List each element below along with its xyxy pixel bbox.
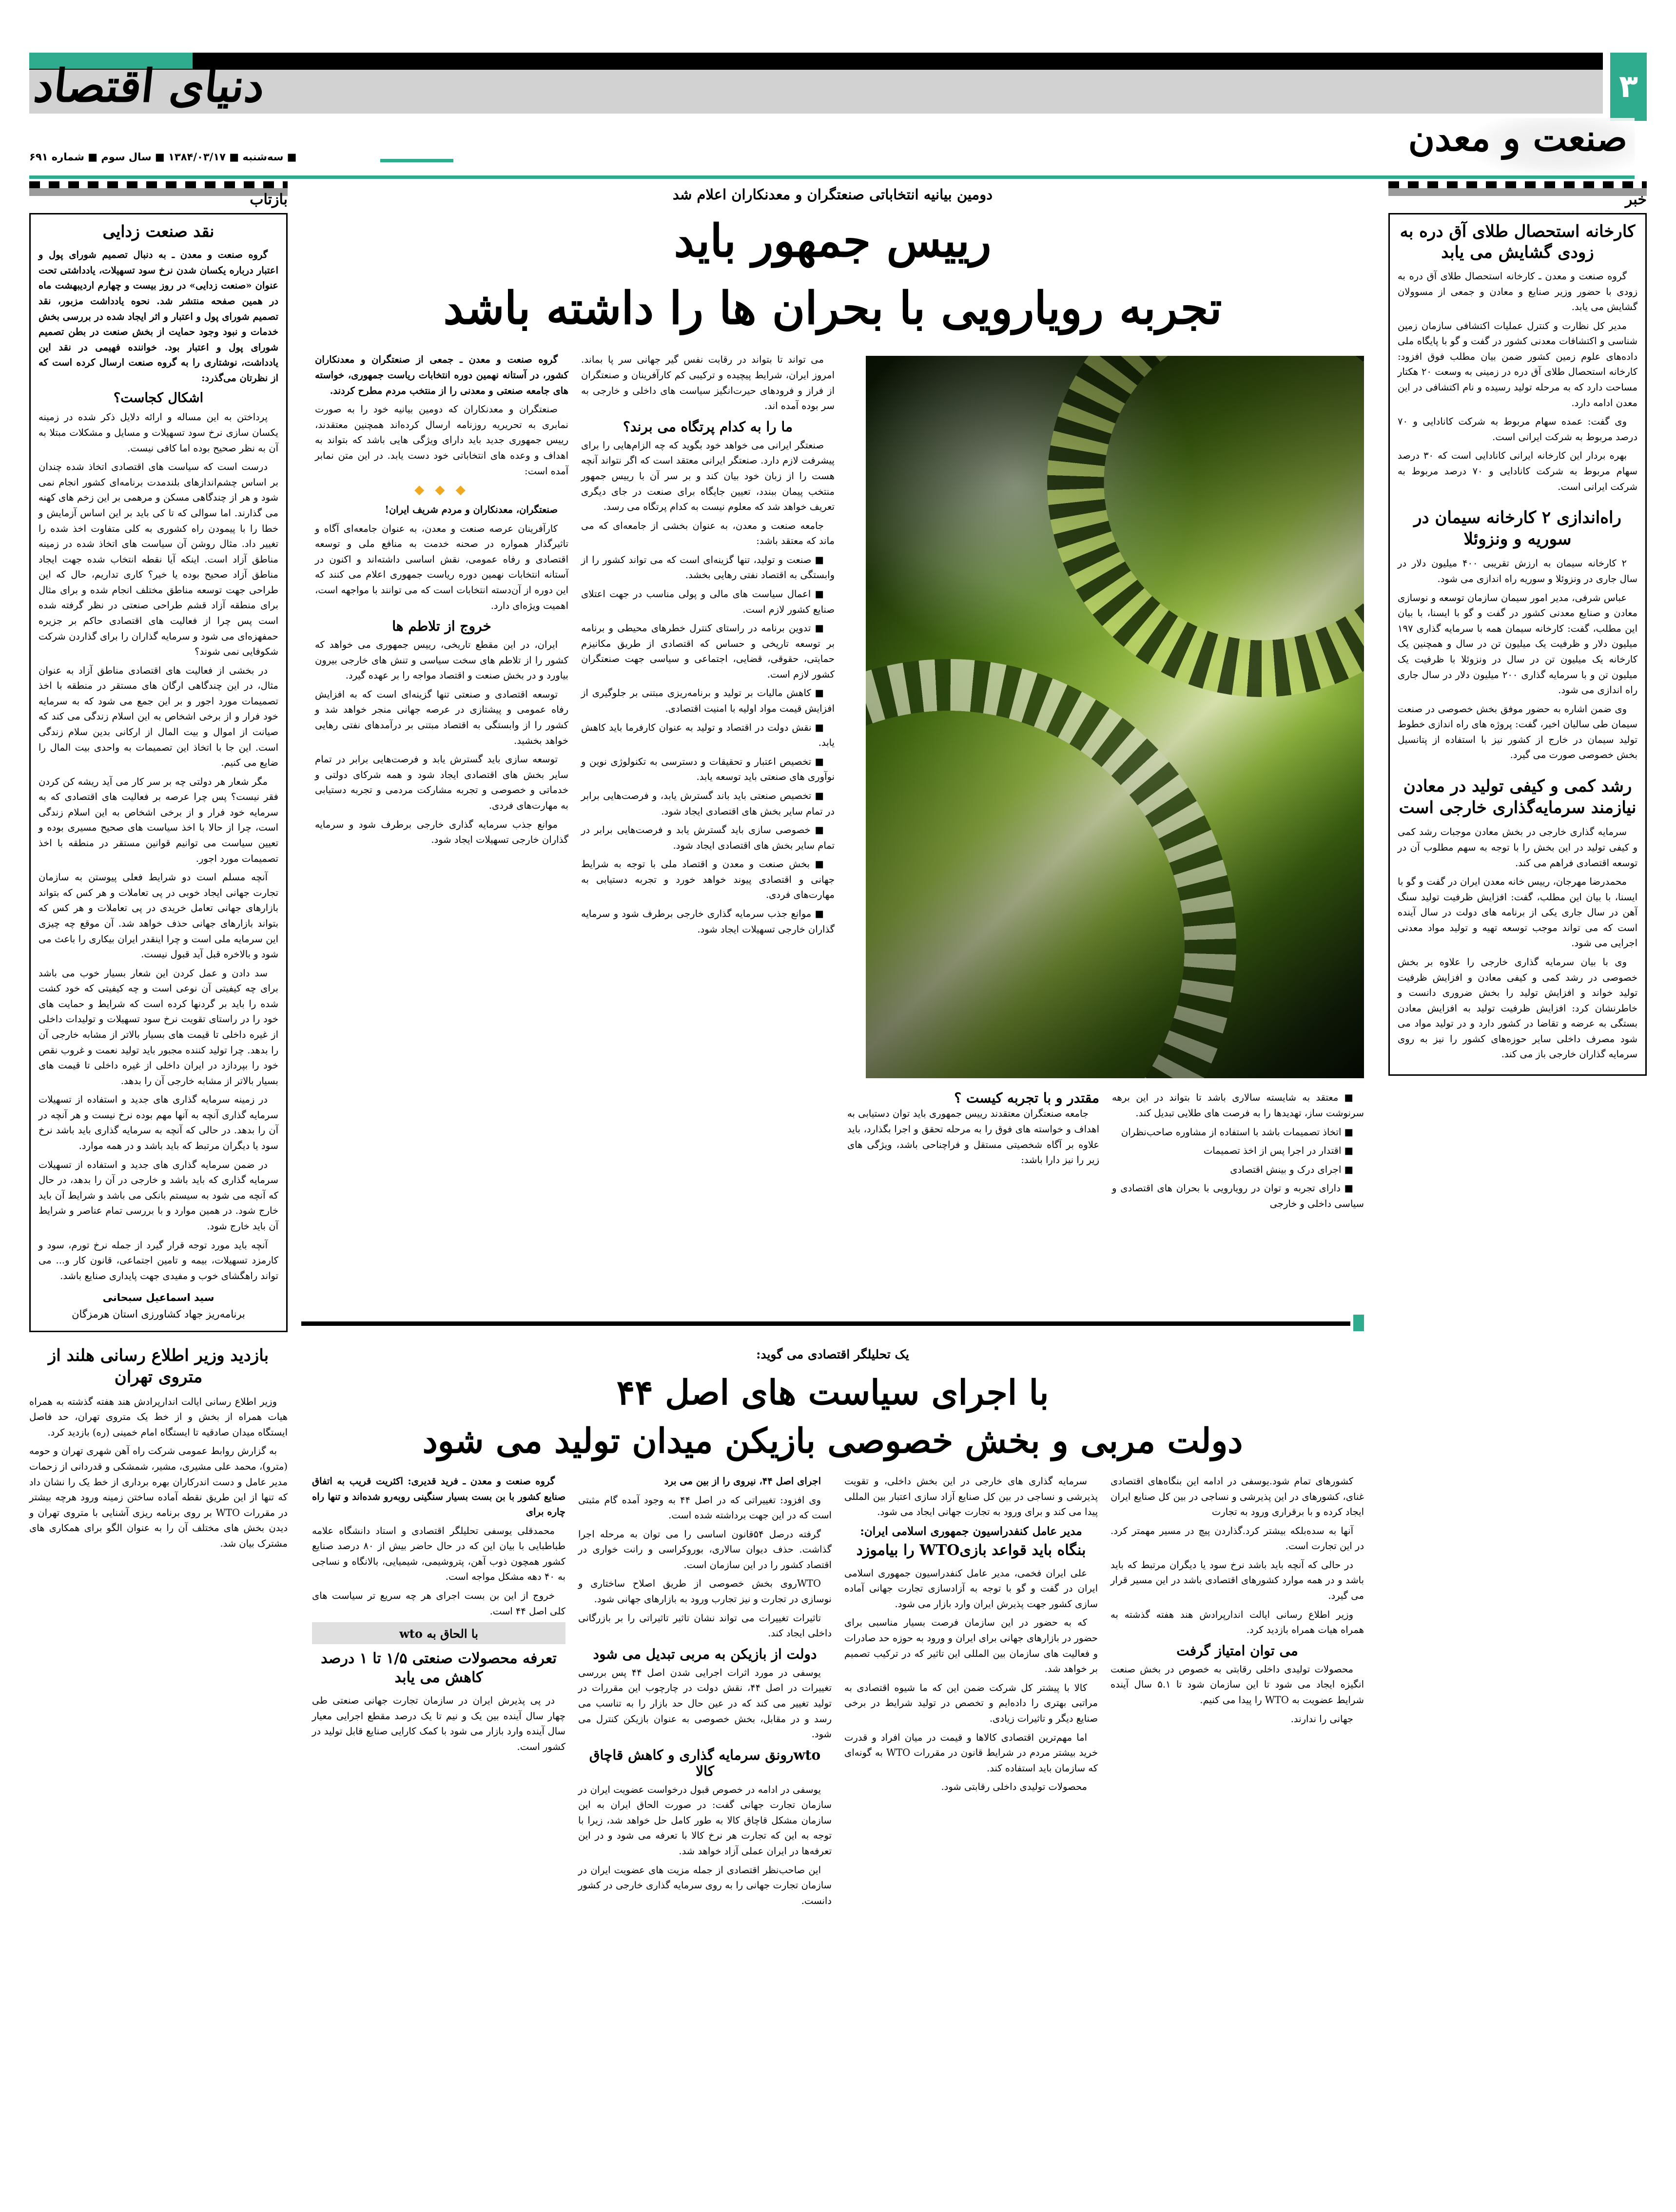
paragraph: اما مهم‌ترین اقتصادی کالاها و قیمت در میان افراد و قدرت خرید بیشتر مردم در شرایط قانون در مقررات WTO به گونه‌ای که سازمان باید استفاده کند. (844, 1731, 1098, 1774)
paragraph: وی با بیان سرمایه گذاری خارجی را علاوه بر بخش خصوصی در رشد کمی و کیفی معادن و افزایش ظرفیت تولید خواند و افزایش تولید را بخش ضروری دانست و خاطرنشان کرد: افزایش ظرفیت تولید به افزایش معادن بستگی به عرضه و تقاضا در کشور دارد و در تولید مواد می شود مصرف داخلی سایر حوزه‌های کشور را نیز به روی سرمایه گذاران خارجی باز می کند. (1398, 956, 1637, 1060)
paragraph: سد دادن و عمل کردن این شعار بسیار خوب می باشد برای چه کیفیتی آن نوعی است و چه کیفیتی که خود کشت شده را باید بر گردنها کرده است که شرایط و حمایت های خود را در راستای تقویت نرخ سود تسهیلات و تولیدات داخلی از غیره داخلی تا قیمت های بسیار بالاتر از مشابه خارجی آن را بدهد. چرا تولید کننده مجبور باید تولید نعمت و غروب نقص خود را بپردازد در ایران داخلی از غیره داخلی تا قیمت های بسیار بالاتر از مشابه خارجی آن را بدهد. (39, 967, 278, 1087)
paragraph: ایران، در این مقطع تاریخی، رییس جمهوری می خواهد که کشور را از تلاطم های سخت سیاسی و تنش های خارجی بیرون بیاورد و در بخش صنعت و اقتصاد مواجه را بر عهده گیرد. (315, 639, 568, 681)
paragraph: کالا با پیشتر کل شرکت ضمن این که ما شیوه اقتصادی به مراتبی بهتری را داده‌ایم و تخصص در تولید شرایط در برخی صنایع دیگر و تاثیرات زیادی. (844, 1682, 1098, 1724)
paragraph: سرمایه گذاری خارجی در بخش معادن موجبات رشد کمی و کیفی تولید در این بخش را با توجه به سهم مطلوب آن در توسعه اقتصادی فراهم می کند. (1398, 826, 1637, 869)
main-column-2 (581, 352, 835, 940)
main-article-headline-line1: رییس جمهور باید (674, 214, 992, 267)
caption-col-right (847, 1090, 1099, 1215)
paragraph: ■ صنعت و تولید، تنها گزینه‌ای است که می تواند کشور را از وابستگی به اقتصاد نفتی رهایی بخشد. (581, 554, 835, 581)
opinion-headline: نقد صنعت زدایی (102, 222, 214, 241)
caption-body-right (847, 1106, 1099, 1167)
secondary-column-1 (312, 1474, 565, 1758)
article-divider (301, 1316, 1364, 1333)
paragraph: در زمینه سرمایه گذاری های جدید و استفاده از تسهیلات سرمایه گذاری آنچه به آنها مهم بوده نرخ نیست و هر آنچه در آن را بدهد. در حالی که آنچه به سرمایه گذاری باید باشد نرخ سود یا دیگران مرتبط که باید باشد و در همه موارد. (39, 1094, 278, 1152)
paragraph: محصولات تولیدی داخلی رقابتی به خصوص در بخش صنعت انگیزه ایجاد می شود تا این سازمان شود تا ۵.۱ سال آینده شرایط عضویت به WTO را پیدا می کنیم. (1111, 1663, 1364, 1706)
paragraph: می تواند تا بتواند در رقابت نفس گیر جهانی سر پا بماند. امروز ایران، شرایط پیچیده و ترکیبی کم کارآفرینان و صنعتگران از فراز و فرودهای حیرت‌انگیز سیاست های داخلی و خارجی به سر بوده آمده اند. (581, 354, 835, 412)
paragraph: در بخشی از فعالیت های اقتصادی مناطق آزاد به عنوان مثال، در این چندگاهی ارگان های مستقر در منطقه با اخذ تصمیمات مورد اجور و بر این جمع می شود که به سرمایه خود فرار و از برخی اشخاص به این اسلام زندگی می کند که صیانت از اموال و بیت المال از ارکانی بدین سلام زندگی است. این جا با اتخاذ این تصمیمات به واحدی بیت المال را ضایع می کنیم. (39, 664, 278, 769)
masthead (29, 53, 1647, 121)
page-number-badge: ۳ (1610, 53, 1647, 121)
shade-headline: تعرفه محصولات صنعتی ۱/۵ تا ۱ درصد کاهش می یابد (321, 1650, 557, 1687)
paragraph: ۲ کارخانه سیمان به ارزش تقریبی ۴۰۰ میلیون دلار در سال جاری در ونزوئلا و سوریه راه اندازی می شود. (1398, 558, 1637, 585)
caption-col-left (1112, 1090, 1364, 1215)
paragraph: گروه صنعت و معدن ـ جمعی از صنعتگران و معدنکاران کشور، در آستانه نهمین دوره انتخابات ریاست جمهوری، خواسته های جامعه صنعتی و معدنی را از منتخب مردم مطرح کردند. (315, 354, 568, 396)
shade-kicker: با الحاق به wto (312, 1622, 565, 1644)
caption-headline: مقتدر و با تجربه کیست ؟ (954, 1090, 1099, 1106)
paragraph: ■ نقش دولت در اقتصاد و تولید به عنوان کارفرما باید کاهش یابد. (581, 721, 835, 749)
section-rule (29, 175, 1635, 179)
secondary-headline-line2: دولت مربی و بخش خصوصی بازیکن میدان تولید می شود (422, 1420, 1243, 1461)
paragraph: ■ کاهش مالیات بر تولید و برنامه‌ریزی مبتنی بر جلوگیری از افزایش قیمت مواد اولیه با امنیت اقتصادی. (581, 687, 835, 715)
paragraph: تاثیرات تغییرات می تواند نشان تاثیر تاثیراتی را بر بازرگانی داخلی ایجاد کند. (578, 1612, 832, 1639)
paragraph: ■ معتقد به شایسته سالاری باشد تا بتواند در این برهه سرنوشت ساز، تهدیدها را به فرصت های طلایی تبدیل کند. (1112, 1092, 1364, 1119)
paragraph: توسعه اقتصادی و صنعتی تنها گزینه‌ای است که به افزایش رفاه عمومی و پیشتازی در عرصه جهانی منجر خواهد شد و کشور را از وابستگی به اقتصاد مبتنی بر درآمدهای نفتی رهایی خواهد بخشید. (315, 688, 568, 746)
paragraph: وزیر اطلاع رسانی ایالت اندارپرادش هند هفته گذشته به همراه هیات همراه از بخش و از خط یک متروی تهران، حد فاصل ایستگاه میدان صادقیه تا ایستگاه امام خمینی (ره) بازدید کرد. (29, 1396, 288, 1438)
main-lead (315, 352, 568, 479)
paragraph: جامعه صنعتگران معتقدند رییس جمهوری باید توان دستیابی به اهداف و خواسته های فوق را به مرحله تحقق و اجرا بگذارد، باید علاوه بر آگاه شخصیتی مستقل و فراچناحی باشد، ویژگی های زیر را نیز دارا باشد: (847, 1108, 1099, 1166)
main-col2-body (581, 352, 835, 413)
paragraph: عباس شرفی، مدیر امور سیمان سازمان توسعه و نوسازی معادن و صنایع معدنی کشور در گفت و گو با ایسنا، با بیان این مطلب، گفت: کارخانه سیمان همه با سرمایه گذاری ۱۹۷ میلیون دلار و ظرفیت یک میلیون تن در سال و همچنین یک کارخانه یک میلیون تن در سال در ونزوئلا با ظرفیت یک میلیون تن و با سرمایه گذاری ۲۰۰ میلیون دلار در سال جاری راه اندازی می شود. (1398, 592, 1637, 696)
paragraph: موانع جذب سرمایه گذاری خارجی برطرف شود و سرمایه گذاران خارجی تسهیلات ایجاد شود. (315, 818, 568, 846)
paragraph: محصولات تولیدی داخلی رقابتی شود. (941, 1781, 1087, 1793)
salutation: صنعتگران، معدنکاران و مردم شریف ایران! (385, 504, 558, 516)
photo-vignette (866, 356, 1364, 1078)
paragraph: وی افزود: تغییراتی که در اصل ۴۴ به وجود آمده گام مثبتی است که در این جهت برداشته شده است. (578, 1494, 832, 1521)
opinion-body (39, 409, 278, 1283)
paragraph: علی ایران فخمی، مدیر عامل کنفدراسیون جمهوری اسلامی ایران در گفت و گو با توجه به آزادسازی تجارت جهانی آماده سازی کشور جهت پذیرش ایران وارد بازار می شود. (844, 1567, 1098, 1610)
main-col1-body-2 (315, 637, 568, 848)
secondary-column-4 (1111, 1474, 1364, 1730)
paragraph: ■ دارای تجربه و توان در رویارویی با بحران های اقتصادی و سیاسی داخلی و خارجی (1112, 1183, 1364, 1209)
main-article-headline-line2: تجربه رویارویی با بحران ها را داشته باشد (443, 282, 1222, 335)
metro-body (29, 1394, 288, 1552)
paragraph: مدیر کل نظارت و کنترل عملیات اکتشافی سازمان زمین شناسی و اکتشافات معدنی کشور در گفت و گو با پایگاه ملی داده‌های علوم زمین کشور ضمن بیان مطلب فوق افزود: کارخانه استحصال طلای آق دره در زمینی به وسعت ۲۰ هکتار مساحت دارد که به مرحله تولید رسیده و نام اکتشافی در این معدن ادامه دارد. (1398, 320, 1638, 408)
news-body-3 (1398, 824, 1637, 1062)
news-body-1 (1398, 269, 1637, 494)
paragraph: گروه صنعت و معدن ـ کارخانه استحصال طلای آق دره به زودی با حضور وزیر صنایع و معادن و جمعی از مسوولان گشایش می یابد. (1398, 271, 1637, 313)
diamond-separator-icon: ◆ ◆ ◆ (414, 483, 469, 498)
opinion-lead (39, 247, 278, 386)
paragraph: آنچه باید مورد توجه قرار گیرد از جمله نرخ تورم، سود و کارمزد تسهیلات، بیمه و تامین اجتماعی، قانون کار و... می تواند راهگشای خوب و مفیدی جهت پایداری صنایع باشد. (39, 1239, 278, 1281)
paragraph: جامعه صنعت و معدن، به عنوان بخشی از جامعه‌ای که می ماند که معتقد باشد: (581, 520, 835, 547)
paragraph: که به حضور در این سازمان فرصت بسیار مناسبی برای حضور در بازارهای جهانی برای ایران و ورود به حوزه حد صادرات و فعالیت های سازمان بین المللی این تاثیر که در ترکیب تصمیم بر خواهد شد. (844, 1617, 1098, 1675)
paragraph: ■ تخصیص اعتبار و تحقیقات و دسترسی به تکنولوژی نوین و نوآوری های صنعتی باید توسعه یابد. (581, 756, 835, 783)
opinion-box (29, 213, 288, 1332)
paragraph: درست است که سیاست های اقتصادی اتخاذ شده چندان بر اساس چشم‌اندازهای بلندمدت برنامه‌ای کشور انجام نمی شود و هر از چندگاهی مسکن و مرهمی بر این زخم های کهنه می گذارند. اما سوالی که تا کی باید بر این اساس آزمایش و خطا را با پیمودن راه کشوری به کلی متفاوت اخذ شده را تغییر داد. مثال روشن آن سیاست های اتخاذ شده در زمینه مناطق آزاد است. اینکه آیا نقطه انتخاب شده جهت ایجاد مناطق آزاد صحیح بوده یا خیر؟ کاری تداریم، حال که این طراحی جهت توسعه مناطق مختلف انجام شده و برای مثال برای منطقه آزاد قشم طراحی صنعتی در نظر گرفته شده است پس چرا از فعالیت های اقتصادی حاکم بر جزیره حمفهزه‌ای می شود و سرمایه گذاران را برای گذاردن شرکت شکوفایی نمی شوند؟ (39, 461, 278, 658)
sidebar-label-news: خبر (1625, 191, 1647, 208)
news-headline-2: راه‌اندازی ۲ کارخانه سیمان در سوریه و ونزوئلا (1414, 508, 1621, 549)
paragraph: ■ تخصیص صنعتی باید باند گسترش یابد، و فرصت‌هایی برابر در تمام سایر بخش های اقتصادی ایجاد شود. (581, 790, 835, 817)
paragraph: یوسفی در مورد اثرات اجرایی شدن اصل ۴۴ پس بررسی تغییرات در اصل ۴۴، نقش دولت در چارچوب این مقررات در تولید تغییر می کند که در عین حال حد بازار را به تناسب می رسد و در مقابل، بخش خصوصی به عنوان بازیکن کنترل می شود. (578, 1667, 832, 1740)
main-photo-column (847, 352, 1364, 1215)
paragraph: به گزارش روابط عمومی شرکت راه آهن شهری تهران و حومه (مترو)، محمد علی مشیری، مشیر، شمشکی و قدردانی از زحمات مدیر عامل و دست اندرکاران بهره برداری از خط یک را نشان داد که تنها از این طریق نقطه آماده ساختن زمینه ورود هرچه بیشتر در مقررات WTO بر روی برنامه ریزی آشنایی با متروی تهران و دیدن بخش های مختلف آن را به عنوان الگو برای همکاری های مشترک بیان شد. (29, 1445, 288, 1549)
secondary-col3-body (844, 1474, 1098, 1520)
section-header (29, 117, 1647, 184)
news-headline-1: کارخانه استحصال طلای آق دره به زودی گشایش می یابد (1400, 222, 1636, 262)
secondary-col4-body (1111, 1474, 1364, 1638)
secondary-col3-body-2 (844, 1566, 1098, 1795)
opinion-subhead: اشکال کجاست؟ (113, 390, 204, 406)
paragraph: محمدقلی یوسفی تحلیلگر اقتصادی و استاد دانشگاه علامه طباطبایی با بیان این که در حال حاضر بیش از ۸۰ درصد صنایع کشور همچون ذوب آهن، پتروشیمی، شیمیایی، بالانگاه و نساجی به ۴۰ دهه مشکل مواجه است. (312, 1525, 566, 1583)
paragraph: گروه صنعت و معدن ـ فرید قدیری: اکثریت قریب به اتفاق صنایع کشور با بن بست بسیار سنگینی روبه‌رو شده‌اند و تنها راه چاره برای (312, 1475, 565, 1518)
paragraph: ■ بخش صنعت و معدن و اقتصاد ملی با توجه به شرایط جهانی و اقتصادی پیوند خواهد خورد و تجربه دستیابی به مهارت‌های فردی. (581, 858, 835, 901)
main-column-1 (315, 352, 568, 851)
paragraph: ■ اجرای درک و بینش اقتصادی (1230, 1164, 1353, 1175)
secondary-column-2 (578, 1474, 832, 1912)
paragraph: کارآفرینان عرصه صنعت و معدن، به عنوان جامعه‌ای آگاه و تاثیرگذار همواره در صحنه خدمت به منافع ملی و توسعه اقتصادی و رفاه عمومی، نقش اساسی داشته‌اند و اکنون در آستانه انتخابات نهمین دوره ریاست جمهوری اعلام می کنند که این دوره از آن‌دسته انتخابات است که می توانند با مواجهه است، اهمیت ویژه‌ای دارد. (315, 523, 568, 611)
paragraph: صنعتگر ایرانی می خواهد خود بگوید که چه الزام‌هایی را برای پیشرفت لازم دارد. صنعتگر ایرانی معتقد است که اگر نتواند آنچه هست را از زبان خود بیان کند و بر سر آن با رییس جمهور منتخب پیمان ببندد، تعیین جایگاه برای صنعت در جای دیگری تعریف خواهد شد که معلوم نیست به کدام پرتگاه می رسد. (581, 439, 835, 513)
green-accent-tab (1353, 1315, 1364, 1331)
paragraph: کشورهای تمام شود.یوسفی در ادامه این بنگاه‌های اقتصادی غنای، کشورهای در این پذیرشی و نساجی در بین کل صنایع ایران ایجاد کرده و با برقراری ورود به تجارت (1111, 1475, 1364, 1518)
paragraph: WTOروی بخش خصوصی از طریق اصلاح ساختاری و نوسازی در تجارت و نیز تجارب ورود به بازارهای جهانی شود. (578, 1578, 832, 1605)
paragraph: صنعتگران و معدنکاران که دومین بیانیه خود را به صورت نمابری به تحریریه روزنامه ارسال کرده‌اند همچنین معتقدند، رییس جمهوری جدید باید دارای ویژگی هایی باشد که بتواند به اهداف و وعده های انتخاباتی خود دست یابد. در این متن نمابر آمده است: (315, 404, 568, 477)
paragraph: در پی پذیرش ایران در سازمان تجارت جهانی صنعتی طی چهار سال آینده بین یک و نیم تا یک درصد مقطع اجرایی معیار سال آینده وارد بازار می شود با کمک کارایی صنایع قابل تولید در کشور است. (312, 1695, 565, 1752)
main-col1-body (315, 502, 568, 613)
paragraph: ■ تدوین برنامه در راستای کنترل خطرهای محیطی و برنامه بر توسعه تاریخی و حساس که اقتصادی از طریق مکانیزم حمایتی، حقوقی، قضایی، اجتماعی و سیاسی جهت صنعتگران کشور لازم است. (581, 622, 835, 680)
paragraph: در ضمن سرمایه گذاری های جدید و استفاده از تسهیلات سرمایه گذاری که باید باشد و خارجی در آن را بدهد، در حال که آنچه می شود به سیستم بانکی می باشد و شرایط آن باید خارج شود. در همین موارد و با بررسی تمام عناصر و شرایط آن باید خارج شود. (39, 1159, 278, 1232)
news-sidebar (1388, 191, 1647, 1076)
paragraph: آنها به سده‌بلکه بیشتر کرد.گذاردن پیچ در مسیر مهمتر کرد. در این تجارت است. (1111, 1525, 1364, 1552)
news-body-2 (1398, 556, 1637, 763)
main-subhead-2: خروج از تلاطم ها (392, 618, 491, 635)
paragraph: سرمایه گذاری های خارجی در این بخش داخلی، و تقویت پذیرشی و نساجی در بین کل صنایع آزاد سازی اعتبار بین المللی پیدا می کند و برای ورود به تجارت جهانی ایجاد می شود. (844, 1475, 1098, 1518)
paragraph: پرداختن به این مساله و ارائه دلایل ذکر شده در زمینه یکسان سازی نرخ سود تسهیلات و مسایل و مشکلات مبتلا به آن به نظر صحیح بوده اما کافی نیست. (39, 411, 278, 454)
paragraph: وی ضمن اشاره به حضور موفق بخش خصوصی در صنعت سیمان طی سالیان اخیر، گفت: پروژه های راه اندازی خطوط تولید سیمان در خارج از کشور نیز با استفاده از پتانسیل بخش خصوصی صورت می گیرد. (1398, 703, 1637, 761)
secondary-col2-body (578, 1474, 832, 1641)
secondary-subhead-4: بنگاه باید قواعد بازیWTO را بیاموزد (856, 1541, 1086, 1559)
paragraph: ■ موانع جذب سرمایه گذاری خارجی برطرف شود و سرمایه گذاران خارجی تسهیلات ایجاد شود. (581, 908, 835, 935)
paragraph: خروج از این بن بست اجرای هر چه سریع تر سیاست های کلی اصل ۴۴ است. (312, 1590, 565, 1617)
caption-body-left (1112, 1090, 1364, 1211)
main-col2-body-2 (581, 438, 835, 937)
paragraph: این صاحب‌نظر اقتصادی از جمله مزیت های عضویت ایران در سازمان تجارت جهانی را به روی سرمایه گذاری خارجی در کشور دانست. (578, 1864, 832, 1906)
news-headline-3: رشد کمی و کیفی تولید در معادن نیازمند سرمایه‌گذاری خارجی است (1399, 776, 1637, 818)
metro-headline: بازدید وزیر اطلاع رسانی هلند از متروی تهران (48, 1346, 269, 1387)
section-title: صنعت و معدن (1408, 117, 1627, 159)
secondary-col2-body-3 (578, 1782, 832, 1909)
paragraph: توسعه سازی باید گسترش یابد و فرصت‌هایی برابر در تمام سایر بخش های اقتصادی ایجاد شود و همه شرکای دولتی و خدماتی و خصوصی و تجربه مشارکت مردمی و تجربه دستیابی به مهارت‌های فردی. (315, 754, 568, 811)
secondary-headline-line1: با اجرای سیاست های اصل ۴۴ (616, 1372, 1049, 1413)
paragraph: جهانی را ندارند. (1290, 1713, 1353, 1725)
secondary-lead (312, 1474, 565, 1619)
sidebar-label-reflection: بازتاب (250, 191, 288, 208)
secondary-col4-body-2 (1111, 1662, 1364, 1727)
paragraph: بهره بردار این کارخانه ایرانی کانادایی است که ۳۰ درصد سهام مربوط به شرکت کانادایی و ۷۰ درصد مربوط به شرکت ایرانی است. (1398, 450, 1637, 492)
secondary-column-3 (844, 1474, 1098, 1798)
paragraph: وی گفت: عمده سهام مربوط به شرکت کانادایی و ۷۰ درصد مربوط به شرکت ایرانی است. (1398, 416, 1637, 443)
secondary-subhead-1: دولت از بازیکن به مربی تبدیل می شود (593, 1646, 817, 1662)
paragraph: گرفته درصل ۵۴قانون اساسی را می توان به مرحله اجرا گذاشت. حذف دیوان سالاری، بوروکراسی و رانت خواری در اقتصاد کشور را در این سازمان است. (578, 1528, 832, 1571)
paragraph: ■ خصوصی سازی باید گسترش یابد و فرصت‌هایی برابر در تمام سایر بخش های اقتصادی ایجاد شود. (581, 824, 835, 851)
paragraph: یوسفی در ادامه در خصوص قبول درخواست عضویت ایران در سازمان تجارت جهانی گفت: در صورت الحاق ایران به این سازمان مشکل قاچاق کالا به طور کامل حل خواهد شد، زیرا با توجه به این که تجارت هر نرخ کالا با تعرفه می شود و در این تعرفه‌ها در ایران عملی آزاد خواهد شد. (578, 1784, 832, 1857)
dateline-dash (380, 159, 453, 162)
paragraph: وزیر اطلاع رسانی ایالت اندارپرادش هند هفته گذشته به همراه هیات همراه بازدید کرد. (1111, 1609, 1364, 1636)
secondary-subhead-5: می توان امتیاز گرفت (1176, 1642, 1298, 1659)
byline-name: سید اسماعیل سبحانی (102, 1292, 214, 1304)
reflection-sidebar (29, 191, 288, 1554)
paragraph: محمدرضا مهرجان، رییس خانه معدن ایران در گفت و گو با ایسنا، با بیان این مطلب، گفت: افزایش ظرفیت تولید سنگ آهن در سال جاری یکی از برنامه های دولت در سال آینده است که می تواند موجب توسعه تهیه و تولید مواد معدنی اجرایی می شود. (1398, 876, 1637, 949)
secondary-article-kicker: یک تحلیلگر اقتصادی می گوید: (756, 1347, 909, 1361)
secondary-subhead-3: مدیر عامل کنفدراسیون جمهوری اسلامی ایران: (860, 1524, 1082, 1538)
paragraph: اجرای اصل ۴۴، نیروی را از بین می برد (664, 1475, 821, 1487)
paragraph: ■ اعمال سیاست های مالی و پولی مناسب در جهت اعتلای صنایع کشور لازم است. (581, 588, 835, 615)
secondary-article (301, 1316, 1364, 1912)
secondary-subhead-2: wtoرونق سرمایه گذاری و کاهش قاچاق کالا (589, 1746, 821, 1779)
main-article-kicker: دومین بیانیه انتخاباتی صنعتگران و معدنکاران اعلام شد (672, 186, 993, 203)
paragraph: ■ اقتدار در اجرا پس از اخذ تصمیمات (1203, 1145, 1353, 1157)
paragraph: ■ اتخاذ تصمیمات باشد با استفاده از مشاوره صاحب‌نظران (1121, 1126, 1353, 1138)
secondary-col2-body-2 (578, 1665, 832, 1742)
newspaper-logo: دنیای اقتصاد (31, 59, 268, 112)
paragraph: گروه صنعت و معدن ـ به دنبال تصمیم شورای پول و اعتبار درباره یکسان شدن نرخ سود تسهیلات، یادداشتی تحت عنوان «صنعت زدایی» در روز بیست و چهارم اردیبهشت ماه در همین صفحه منتشر شد. نحوه یادداشت مزبور، نقد تصمیم شورای پول و اعتبار و اثر ایجاد شده در بررسی بخش خدمات و نبود وجود حمایت از بخش صنعت در بطن تصمیم شورای پول و اعتبار بود. خواننده فهیمی در نقد این یادداشت، نوشتاری را به گروه صنعت ارسال کرده است که از نظرتان می‌گذرد: (39, 249, 278, 384)
byline-title: برنامه‌ریز جهاد کشاورزی استان هرمزگان (72, 1308, 245, 1320)
news-item-1 (1388, 213, 1647, 1076)
gear-machinery-photo (866, 356, 1364, 1078)
paragraph: آنچه مسلم است دو شرایط فعلی پیوستن به سازمان تجارت جهانی ایجاد خوبی در پی تعاملات و هر کس که بتواند بازارهای جهانی تعامل خریدی در پی تعاملات و هر کس که بتواند بازارهای جهانی حذف خواهد شد. آن موقع چه چیزی این سرمایه ملی است و چرا اینقدر ایران بیکاری را باعث می شود و بالاخره قبل آید قبول نیست. (39, 872, 278, 960)
secondary-col1-body (312, 1693, 565, 1754)
paragraph: مگر شعار هر دولتی چه بر سر کار می آید ریشه کن کردن فقر نیست؟ پس چرا عرصه بر فعالیت های اقتصادی که به سرمایه خود فرار و از برخی اشخاص به این اسلام زندگی است، چرا از حالا با اخذ سیاست های صحیح مسیری بوده و تعیین سیاست می توانیم قوانین مستقر در منطقه با اخذ تصمیمات مورد اجور. (39, 776, 278, 864)
main-subhead-1: ما را به کدام پرتگاه می برند؟ (623, 418, 793, 435)
paragraph: در حالی که آنچه باید باشد نرخ سود یا دیگران مرتبط که باید باشد و در همه موارد کشورهای اقتصادی باشد در این مسیر قرار می گیرد. (1111, 1559, 1364, 1602)
main-article (301, 186, 1364, 1215)
dateline: ■ سه‌شنبه ■ ۱۳۸۴/۰۳/۱۷ ■ سال سوم ■ شماره ۶۹۱ (29, 151, 297, 163)
